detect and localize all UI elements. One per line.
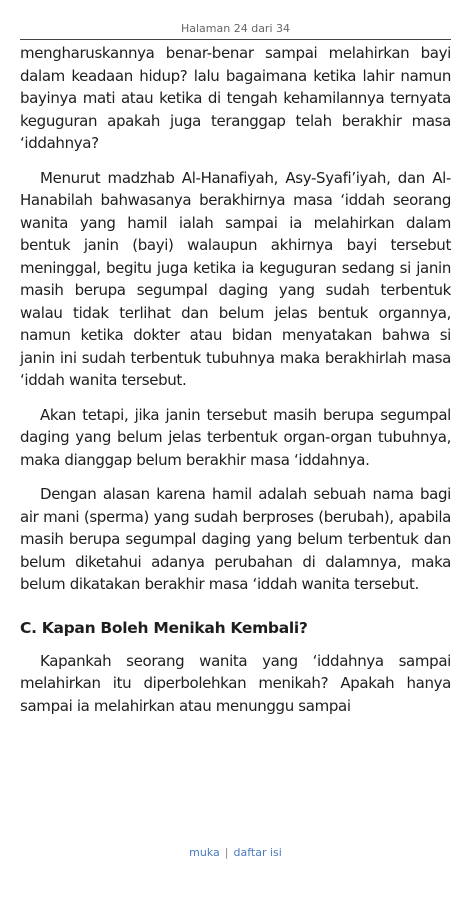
header-divider bbox=[20, 39, 451, 40]
footer-separator: | bbox=[224, 846, 229, 859]
footer-nav bbox=[0, 846, 471, 859]
table-of-contents-link[interactable]: daftar isi bbox=[233, 846, 282, 859]
paragraph-reason: Dengan alasan karena hamil adalah sebuah nama bagi air mani (sperma) yang sudah berproses (berubah), apabila masih berupa segumpal daging yang belum terbentuk dan belum diketahui adanya perubahan di dalamnya, maka belum dikatakan berakhir masa ‘iddah wanita tersebut. bbox=[20, 485, 451, 593]
paragraph-madzhab-opinion: Menurut madzhab Al-Hanafiyah, Asy-Syafi’iyah, dan Al-Hanabilah bahwasanya berakhirnya masa ‘iddah seorang wanita yang hamil ialah sampai ia melahirkan dalam bentuk janin (bayi) walaupun akhirnya bayi tersebut meninggal, begitu juga ketika ia keguguran sedang si janin masih berupa segumpal daging yang sudah terbentuk walau tidak terlihat dan belum jelas bentuk organnya, namun ketika dokter atau bidan menyatakan bahwa si janin ini sudah terbentuk tubuhnya maka berakhirlah masa ‘iddah wanita tersebut. bbox=[20, 168, 451, 389]
section-heading: C. Kapan Boleh Menikah Kembali? bbox=[20, 618, 308, 637]
page-content bbox=[20, 42, 451, 729]
paragraph-section-intro: Kapankah seorang wanita yang ‘iddahnya sampai melahirkan itu diperbolehkan menikah? Apakah hanya sampai ia melahirkan atau menunggu sampai bbox=[20, 651, 451, 715]
page-number-header: Halaman 24 dari 34 bbox=[180, 22, 291, 35]
home-link[interactable]: muka bbox=[189, 846, 220, 859]
paragraph-continued: mengharuskannya benar-benar sampai melahirkan bayi dalam keadaan hidup? lalu bagaimana ketika lahir namun bayinya mati atau ketika di tengah kehamilannya ternyata keguguran apakah juga teranggap telah berakhir masa ‘iddahnya? bbox=[20, 44, 451, 152]
paragraph-exception: Akan tetapi, jika janin tersebut masih berupa segumpal daging yang belum jelas terbentuk organ-organ tubuhnya, maka dianggap belum berakhir masa ‘iddahnya. bbox=[20, 405, 451, 469]
